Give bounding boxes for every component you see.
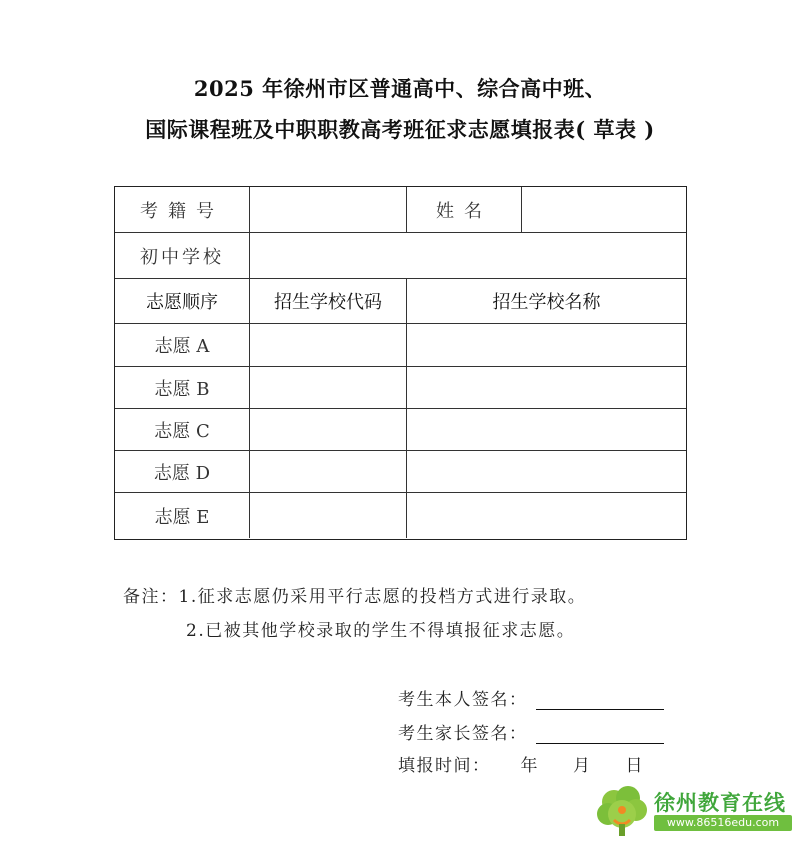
- column-header-school-code: 招生学校代码: [274, 292, 382, 313]
- choice-c-code-field[interactable]: [250, 409, 406, 450]
- junior-school-label: 初中学校: [140, 246, 224, 268]
- watermark-url: www.86516edu.com: [654, 815, 792, 831]
- choice-b-code-field[interactable]: [250, 367, 406, 408]
- xuzhou-education-logo-icon: [594, 784, 652, 838]
- fill-date-row: [398, 751, 644, 776]
- month-label: 月: [573, 756, 592, 776]
- form-title-line-2: 国际课程班及中职职教高考班征求志愿填报表( 草表 ): [145, 117, 655, 142]
- parent-signature-label: 考生家长签名：: [398, 724, 528, 744]
- exam-number-label: 考籍号: [140, 200, 224, 222]
- parent-signature-row: [398, 719, 664, 744]
- choice-d-code-field[interactable]: [250, 451, 406, 492]
- student-signature-field[interactable]: [536, 691, 664, 710]
- choice-d-label: 志愿 D: [153, 462, 211, 484]
- choice-e-label: 志愿 E: [154, 506, 210, 528]
- year-label: 年: [520, 756, 539, 776]
- choice-b-name-field[interactable]: [407, 367, 686, 408]
- name-field[interactable]: [522, 187, 686, 232]
- remark-line-2: 2.已被其他学校录取的学生不得填报征求志愿。: [186, 621, 576, 641]
- parent-signature-field[interactable]: [536, 725, 664, 744]
- junior-school-field[interactable]: [250, 233, 686, 278]
- choice-c-name-field[interactable]: [407, 409, 686, 450]
- remark-line-1: 备注：1.征求志愿仍采用平行志愿的投档方式进行录取。: [123, 587, 587, 607]
- choice-c-label: 志愿 C: [154, 420, 210, 442]
- form-title-line-1: 2025 年徐州市区普通高中、综合高中班、: [193, 76, 607, 101]
- site-watermark: [594, 784, 800, 840]
- exam-number-field[interactable]: [250, 187, 406, 232]
- choice-b-label: 志愿 B: [154, 378, 210, 400]
- student-signature-row: [398, 685, 664, 710]
- name-label: 姓名: [436, 200, 492, 222]
- choice-e-code-field[interactable]: [250, 493, 406, 538]
- fill-date-label: 填报时间：: [398, 756, 491, 776]
- column-header-order: 志愿顺序: [146, 292, 218, 313]
- watermark-site-name: 徐州教育在线: [654, 791, 786, 815]
- choice-d-name-field[interactable]: [407, 451, 686, 492]
- choice-a-name-field[interactable]: [407, 324, 686, 366]
- choice-a-code-field[interactable]: [250, 324, 406, 366]
- choice-a-label: 志愿 A: [154, 336, 210, 357]
- remarks: [123, 580, 586, 648]
- student-signature-label: 考生本人签名：: [398, 690, 528, 710]
- column-header-school-name: 招生学校名称: [492, 292, 601, 313]
- application-table: [114, 186, 687, 540]
- choice-e-name-field[interactable]: [407, 493, 686, 538]
- day-label: 日: [625, 756, 644, 776]
